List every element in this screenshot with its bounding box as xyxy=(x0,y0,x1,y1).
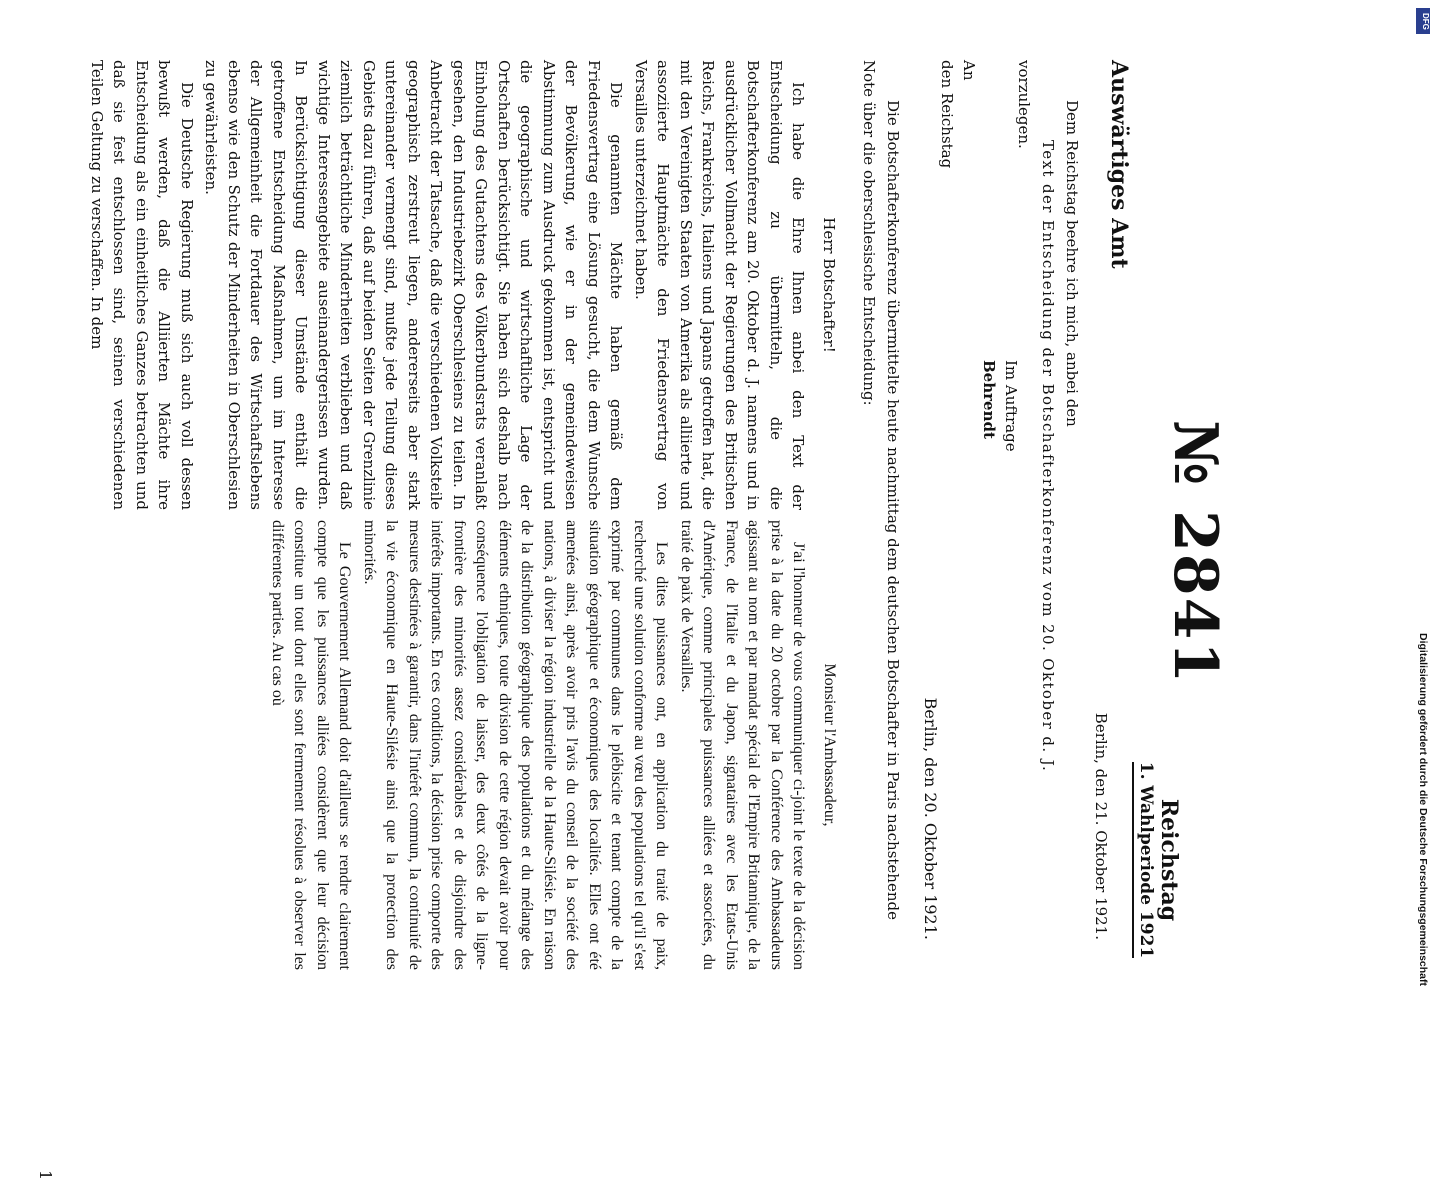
french-paragraph: Le Gouvernement Allemand doit d'ailleurs se rendre clairement compte que les puissances alliées considèrent que leur décision constitue un tout dont elles sont fermement résolues à observer les différentes parties. Au cas où xyxy=(269,520,354,970)
legislative-period: 1. Wahlperiode 1921 xyxy=(1132,762,1156,959)
french-paragraph: J'ai l'honneur de vous communiquer ci-joint le texte de la décision prise à la date du 20 octobre par la Conférence des Ambassadeurs agissant au nom et par mandat spécial de l'Empire Britannique, de la France, de l'Italie et du Japon, signataires avec les Etats-Unis d'Amérique, comme principales puissances alliées et associées, du traité de paix de Versailles. xyxy=(678,520,808,970)
letter-intro xyxy=(1012,60,1084,940)
document-page xyxy=(20,0,1380,1180)
letter-line-3: vorzulegen. xyxy=(1015,60,1033,149)
german-salutation: Herr Botschafter! xyxy=(820,217,838,353)
german-paragraph: Die Deutsche Regierung muß sich auch voll dessen bewußt werden, daß die Alliierten Mächte ihre Entscheidung als ein einheitliches Ganzes betrachten und daß sie fest entschlossen sind, seinen verschiedenen Teilen Geltung zu verschaffen. In dem xyxy=(88,60,196,510)
document-number: № 2841 xyxy=(1160,420,1230,686)
dfg-logo: DFG xyxy=(1416,8,1430,34)
french-salutation: Monsieur l'Ambassadeur, xyxy=(821,663,838,827)
reichstag-title: Reichstag xyxy=(1156,798,1182,922)
signature-label: Im Auftrage xyxy=(1002,360,1020,452)
addressee xyxy=(936,60,980,168)
french-column xyxy=(264,520,841,970)
french-paragraph: Les dites puissances ont, en application du traité de paix, recherché une solution conforme au vœu des populations tel qu'il s'est exprimé par communes dans le plébiscite et tenant compte de la situation géographique et économiques des localités. Elles ont été amenées ainsi, après avoir pris l'avis du conseil de la société des nations, à diviser la région industrielle de la Haute-Silésie. En raison de la distribution géographique des populations et du mélange des éléments ethniques, toute division de cette région devait avoir pour conséquence l'obligation de laisser, des deux côtés de la ligne-frontière des minorités assez considérables et de disjoindre des intérêts importants. En ces conditions, la décision prise comporte des mesures destinées à garantir, dans l'intérêt commun, la continuité de la vie économique en Haute-Silésie ainsi que la protection des minorités. xyxy=(361,520,671,970)
german-paragraph: Die genannten Mächte haben gemäß dem Friedensvertrag eine Lösung gesucht, die dem Wunsche der Bevölkerung, wie er in der gemeindeweisen Abstimmung zum Ausdruck gekommen ist, entspricht und die geographische und wirtschaftliche Lage der Ortschaften berücksichtigt. Sie haben sich deshalb nach Einholung des Gutachtens des Völkerbundsrats veranlaßt gesehen, den Industriebezirk Oberschlesiens zu teilen. In Anbetracht der Tatsache, daß die verschiedenen Volksteile geographisch zerstreut liegen, andererseits aber stark untereinander vermengt sind, mußte jede Teilung dieses Gebiets dazu führen, daß auf beiden Seiten der Grenzlinie ziemlich beträchtliche Minderheiten verblieben und daß wichtige Interessengebiete auseinandergerissen wurden. In Berücksichtigung dieser Umstände enthält die getroffene Entscheidung Maßnahmen, um im Interesse der Allgemeinheit die Fortdauer des Wirtschaftslebens ebenso wie den Schutz der Minderheiten in Oberschlesien zu gewährleisten. xyxy=(202,60,626,510)
credit-text: Digitalisierung gefördert durch die Deutsche Forschungsgemeinschaft xyxy=(1417,633,1429,986)
page-number: 1 xyxy=(36,1170,55,1180)
reichstag-header xyxy=(1132,760,1182,960)
german-column xyxy=(84,60,841,510)
letter-date: Berlin, den 21. Oktober 1921. xyxy=(1092,712,1110,940)
letter-line-2: Text der Entscheidung der Botschafterkonferenz vom 20. Oktober d. J. xyxy=(1039,140,1057,773)
transmittal-text: Die Botschafterkonferenz übermittelte heute nachmittag dem deutschen Botschafter in Paris nachstehende Note über die oberschlesische Entscheidung: xyxy=(860,60,902,920)
addressee-line-2: den Reichstag xyxy=(938,60,956,169)
signature-block xyxy=(978,360,1022,452)
digitization-credit xyxy=(1413,6,1433,986)
letter-line-1: Dem Reichstag beehre ich mich, anbei den xyxy=(1063,100,1081,427)
transmittal-date: Berlin, den 20. Oktober 1921. xyxy=(921,697,940,940)
addressee-line-1: An xyxy=(960,60,978,81)
signature-name: Behrendt xyxy=(980,360,998,439)
office-name: Auswärtiges Amt xyxy=(1106,60,1132,269)
german-paragraph: Ich habe die Ehre Ihnen anbei den Text der Entscheidung zu übermitteln, die die Botschafterkonferenz am 20. Oktober d. J. namens und in ausdrücklicher Vollmacht der Regierungen des Britischen Reichs, Frankreichs, Italiens und Japans getroffen hat, die mit den Vereinigten Staaten von Amerika als alliierte und assoziierte Hauptmächte den Friedensvertrag von Versailles unterzeichnet haben. xyxy=(632,60,808,510)
